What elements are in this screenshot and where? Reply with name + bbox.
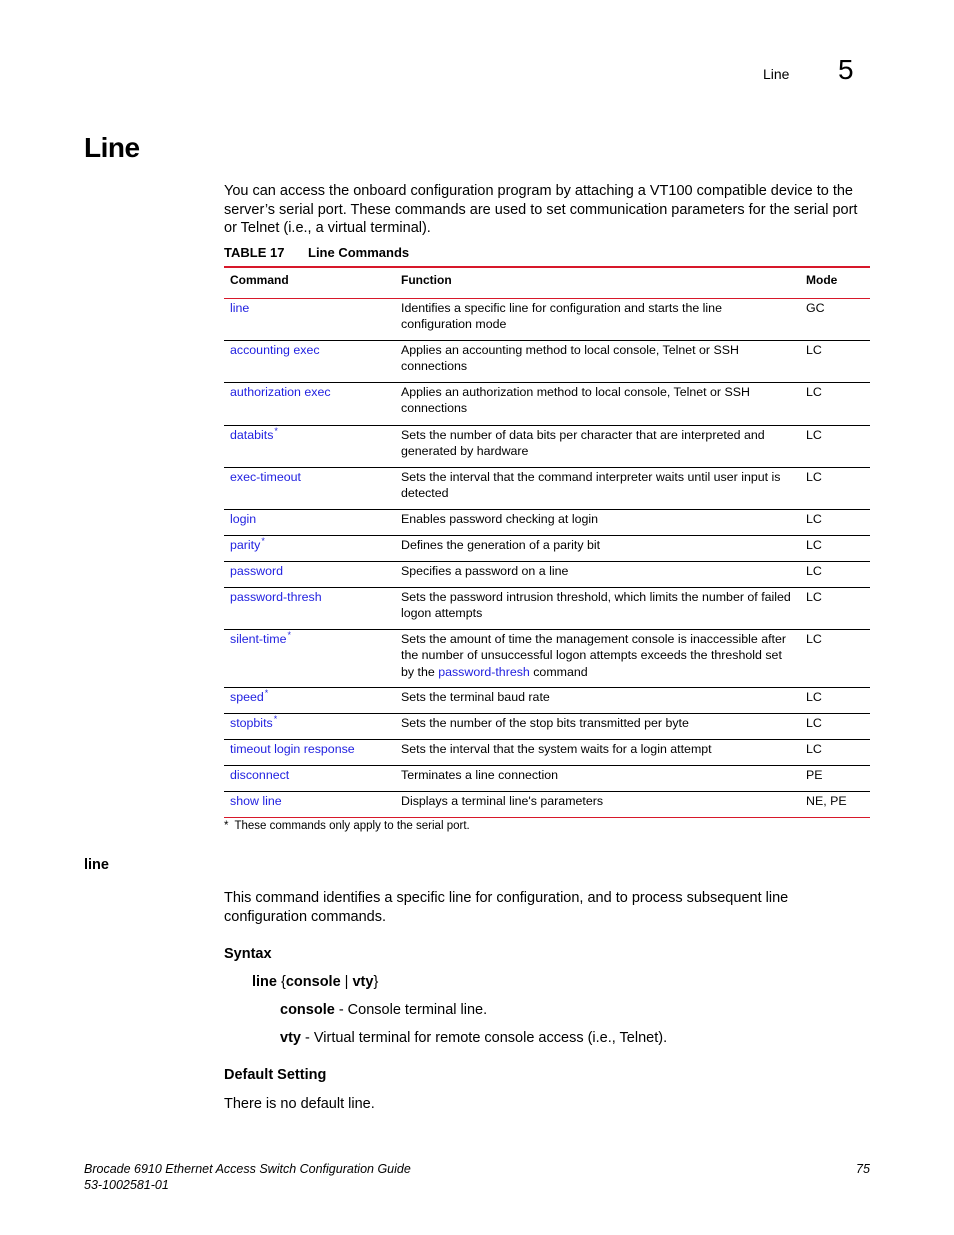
footer-page-number: 75 xyxy=(856,1162,870,1176)
table-row xyxy=(224,629,870,687)
command-link[interactable]: password xyxy=(230,563,284,578)
chapter-number: 5 xyxy=(838,54,854,85)
mode-cell: LC xyxy=(800,561,870,587)
footnote-mark: * xyxy=(224,820,229,832)
footnote-marker: * xyxy=(274,425,278,436)
table-row xyxy=(224,713,870,739)
function-cell xyxy=(395,713,800,739)
table-footnote xyxy=(224,820,470,832)
syntax-option-vty: vty xyxy=(352,974,374,990)
mode-cell: LC xyxy=(800,382,870,425)
function-text: Enables password checking at login xyxy=(401,511,598,526)
footer-doc-number: 53-1002581-01 xyxy=(84,1178,169,1192)
function-text: Specifies a password on a line xyxy=(401,563,569,578)
function-text: Sets the terminal baud rate xyxy=(401,689,550,704)
argument-console xyxy=(280,1002,487,1018)
function-text: Sets the password intrusion threshold, which limits the number of failed logon attempts xyxy=(401,589,791,620)
function-text: Sets the amount of time the management console is inaccessible after the number of unsuccessful logon attempts exceeds the threshold set by the xyxy=(401,631,787,679)
chapter-label: Line xyxy=(763,66,790,82)
function-cell xyxy=(395,629,800,687)
command-link[interactable]: disconnect xyxy=(230,767,290,782)
command-heading: line xyxy=(84,857,109,873)
command-link[interactable]: authorization exec xyxy=(230,384,331,399)
syntax-command: line xyxy=(252,974,277,990)
command-cell xyxy=(224,535,395,561)
syntax-close-brace: } xyxy=(373,974,379,990)
command-link[interactable]: accounting exec xyxy=(230,342,320,357)
column-header-function: Function xyxy=(395,267,800,298)
command-cell xyxy=(224,765,395,791)
function-cell xyxy=(395,340,800,382)
table-row xyxy=(224,765,870,791)
command-cell xyxy=(224,467,395,509)
command-cell xyxy=(224,561,395,587)
syntax-open-brace: { xyxy=(276,974,286,990)
command-cell xyxy=(224,509,395,535)
column-header-command: Command xyxy=(224,267,395,298)
mode-cell: LC xyxy=(800,687,870,713)
footnote-marker: * xyxy=(273,713,278,724)
function-cell xyxy=(395,298,800,340)
table-header-row xyxy=(224,267,870,298)
function-text: Displays a terminal line's parameters xyxy=(401,793,604,808)
line-commands-table xyxy=(224,266,870,818)
function-cell xyxy=(395,687,800,713)
table-row xyxy=(224,561,870,587)
command-cell xyxy=(224,382,395,425)
syntax-heading: Syntax xyxy=(224,946,272,962)
command-link[interactable]: line xyxy=(230,300,250,315)
mode-cell: NE, PE xyxy=(800,791,870,817)
argument-text: - Console terminal line. xyxy=(334,1002,488,1018)
mode-cell: LC xyxy=(800,629,870,687)
command-description: This command identifies a specific line for configuration, and to process subsequent line configuration commands. xyxy=(224,890,789,925)
section-title: Line xyxy=(84,132,140,163)
command-cell xyxy=(224,340,395,382)
mode-cell: LC xyxy=(800,535,870,561)
syntax-separator: | xyxy=(340,974,353,990)
table-label: TABLE 17 xyxy=(224,245,285,260)
table-body xyxy=(224,298,870,817)
function-text: Terminates a line connection xyxy=(401,767,559,782)
mode-cell: LC xyxy=(800,739,870,765)
function-cell xyxy=(395,509,800,535)
command-link[interactable]: silent-time xyxy=(230,631,287,646)
function-link[interactable]: password-thresh xyxy=(438,664,530,679)
mode-cell: LC xyxy=(800,587,870,629)
command-link[interactable]: databits xyxy=(230,427,274,442)
table-row xyxy=(224,739,870,765)
mode-cell: PE xyxy=(800,765,870,791)
command-cell xyxy=(224,791,395,817)
command-link[interactable]: parity xyxy=(230,537,261,552)
argument-name: console xyxy=(280,1002,335,1018)
default-setting-text: There is no default line. xyxy=(224,1096,375,1112)
table-row xyxy=(224,535,870,561)
function-cell xyxy=(395,535,800,561)
function-text: Sets the number of data bits per character that are interpreted and generated by hardware xyxy=(401,427,765,458)
function-cell xyxy=(395,739,800,765)
function-text: Defines the generation of a parity bit xyxy=(401,537,601,552)
column-header-mode: Mode xyxy=(800,267,870,298)
table-row xyxy=(224,425,870,467)
syntax-option-console: console xyxy=(285,974,341,990)
function-cell xyxy=(395,382,800,425)
command-cell xyxy=(224,739,395,765)
command-cell xyxy=(224,425,395,467)
function-cell xyxy=(395,467,800,509)
footnote-text: These commands only apply to the serial port. xyxy=(234,820,470,832)
command-link[interactable]: login xyxy=(230,511,257,526)
command-cell xyxy=(224,629,395,687)
function-cell xyxy=(395,425,800,467)
argument-text: - Virtual terminal for remote console access (i.e., Telnet). xyxy=(300,1030,668,1046)
table-row xyxy=(224,298,870,340)
function-text: Sets the number of the stop bits transmitted per byte xyxy=(401,715,689,730)
default-setting-heading: Default Setting xyxy=(224,1067,327,1083)
table-row xyxy=(224,509,870,535)
table-row xyxy=(224,587,870,629)
intro-paragraph: You can access the onboard configuration program by attaching a VT100 compatible device to the server’s serial port. These commands are used to set communication parameters for the serial port or Telnet (i.e., a virtual terminal). xyxy=(224,183,858,236)
command-cell xyxy=(224,298,395,340)
command-link[interactable]: stopbits xyxy=(230,715,273,730)
mode-cell: GC xyxy=(800,298,870,340)
mode-cell: LC xyxy=(800,425,870,467)
function-text: Sets the interval that the system waits for a login attempt xyxy=(401,741,712,756)
command-link[interactable]: show line xyxy=(230,793,282,808)
table-row xyxy=(224,687,870,713)
argument-vty xyxy=(280,1030,667,1046)
function-cell xyxy=(395,765,800,791)
mode-cell: LC xyxy=(800,713,870,739)
footnote-marker: * xyxy=(264,687,269,698)
mode-cell: LC xyxy=(800,467,870,509)
function-cell xyxy=(395,561,800,587)
function-text: Identifies a specific line for configuration and starts the line configuration mode xyxy=(401,300,722,331)
syntax-line xyxy=(252,974,378,990)
footnote-marker: * xyxy=(287,629,291,640)
command-cell xyxy=(224,587,395,629)
command-link[interactable]: password-thresh xyxy=(230,589,322,604)
mode-cell: LC xyxy=(800,509,870,535)
table-row xyxy=(224,340,870,382)
function-text: Sets the interval that the command interpreter waits until user input is detected xyxy=(401,469,781,500)
table-caption xyxy=(224,245,410,260)
footer-doc-title: Brocade 6910 Ethernet Access Switch Configuration Guide xyxy=(84,1162,411,1176)
command-link[interactable]: speed xyxy=(230,689,264,704)
function-cell xyxy=(395,587,800,629)
table-title: Line Commands xyxy=(308,245,410,260)
function-text: Applies an accounting method to local console, Telnet or SSH connections xyxy=(401,342,739,373)
command-cell xyxy=(224,713,395,739)
table-row xyxy=(224,382,870,425)
table-row xyxy=(224,791,870,817)
mode-cell: LC xyxy=(800,340,870,382)
function-text: Applies an authorization method to local console, Telnet or SSH connections xyxy=(401,384,750,415)
command-link[interactable]: exec-timeout xyxy=(230,469,301,484)
function-cell xyxy=(395,791,800,817)
command-link[interactable]: timeout login response xyxy=(230,741,355,756)
argument-name: vty xyxy=(280,1030,301,1046)
footnote-marker: * xyxy=(261,535,265,546)
command-cell xyxy=(224,687,395,713)
function-text-tail: command xyxy=(529,664,588,679)
table-row xyxy=(224,467,870,509)
